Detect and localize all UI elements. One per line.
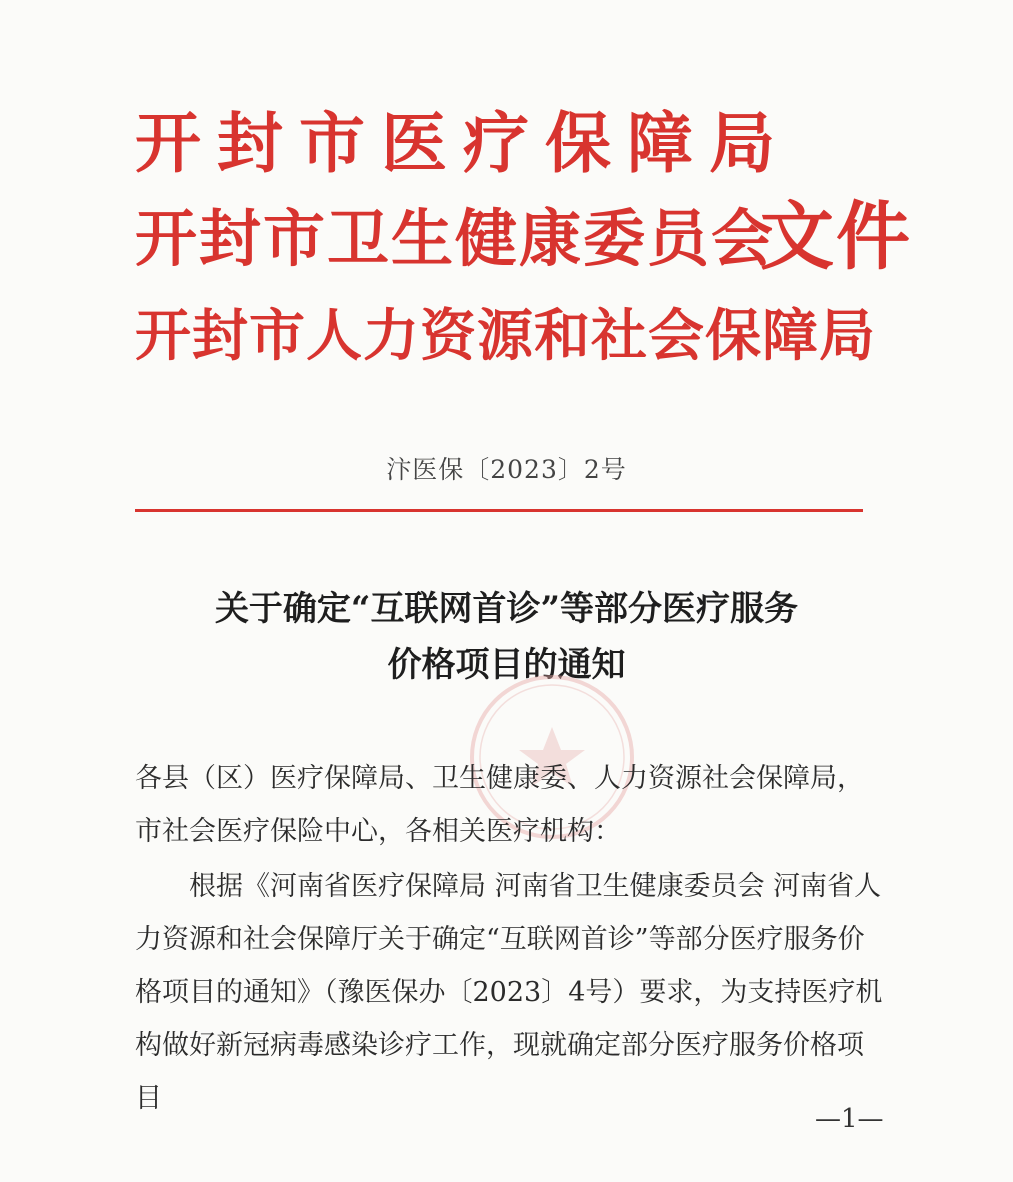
- issuer-health-commission: 开封市卫生健康委员会: [135, 202, 776, 275]
- salutation: 各县（区）医疗保障局、卫生健康委、人力资源社会保障局，市社会医疗保险中心，各相关医疗机构：: [135, 763, 864, 847]
- notice-title-line-2: 价格项目的通知: [387, 645, 626, 685]
- issuer-human-resources-bureau: 开封市人力资源和社会保障局: [135, 303, 876, 369]
- document-word: 文件: [760, 194, 912, 280]
- red-divider-line: [135, 509, 863, 512]
- issuer-medical-security-bureau: 开封市医疗保障局: [135, 104, 791, 182]
- page-number: —1—: [815, 1104, 884, 1134]
- notice-title-line-1: 关于确定“互联网首诊”等部分医疗服务: [214, 589, 799, 629]
- document-number: 汴医保〔2023〕2号: [386, 455, 627, 484]
- body-paragraph: 根据《河南省医疗保障局 河南省卫生健康委员会 河南省人力资源和社会保障厅关于确定“互联网首诊”等部分医疗服务价格项目的通知》（豫医保办〔2023〕4号）要求，为支持医疗机构做好新冠病毒感染诊疗工作，现就确定部分医疗服务价格项目: [135, 871, 883, 1114]
